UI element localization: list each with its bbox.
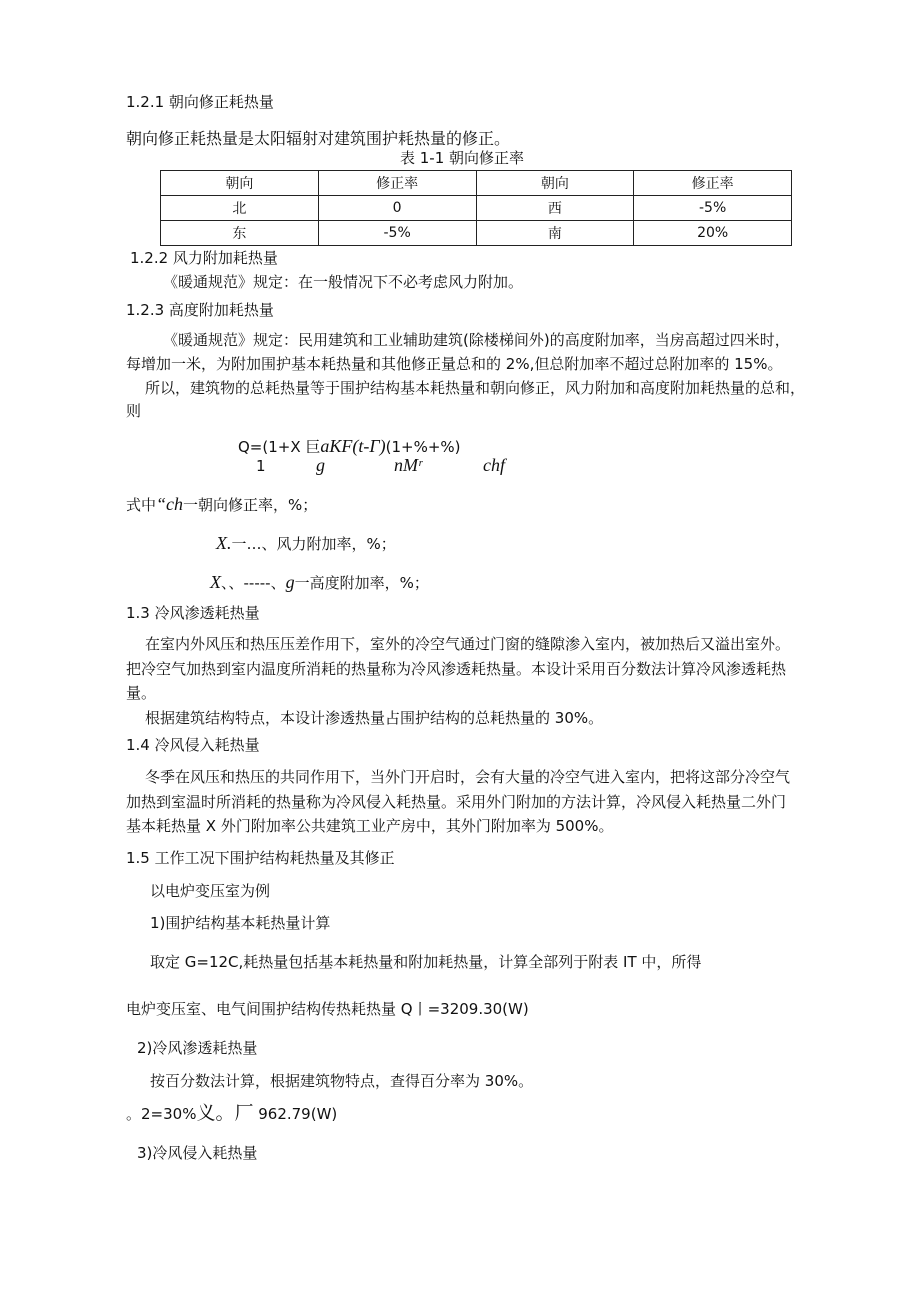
item-1-result: 电炉变压室、电气间围护结构传热耗热量 Q丨=3209.30(W) (126, 1000, 529, 1018)
example-label: 以电炉变压室为例 (150, 882, 271, 900)
table-row (161, 196, 792, 221)
table-header-cell: 修正率 (318, 171, 476, 196)
paragraph-height-line-1: 《暖通规范》规定：民用建筑和工业辅助建筑(除楼梯间外)的高度附加率，当房高超过四米时， (163, 331, 790, 349)
table-header-row (161, 171, 792, 196)
paragraph-infiltration-line-3: 量。 (126, 684, 157, 702)
definition-text: 一朝向修正率，%； (183, 496, 318, 514)
calc-part-a: 。2=30% (126, 1105, 197, 1123)
paragraph-intrusion-line-1: 冬季在风压和热压的共同作用下，当外门开启时，会有大量的冷空气进入室内，把将这部分冷空气 (145, 768, 791, 786)
paragraph-infiltration-line-2: 把冷空气加热到室内温度所消耗的热量称为冷风渗透耗热量。本设计采用百分数法计算冷风渗透耗热 (126, 660, 787, 678)
table-header-cell: 修正率 (634, 171, 792, 196)
table-cell: -5% (318, 221, 476, 246)
item-2-heading: 2)冷风渗透耗热量 (137, 1039, 258, 1057)
paragraph-total-line-2: 则 (126, 402, 142, 420)
table-cell: 东 (161, 221, 319, 246)
item-2-calculation (126, 1103, 337, 1124)
definition-symbol: X (210, 572, 221, 592)
formula-sub-nm: nMʳ (394, 455, 422, 475)
item-1-heading: 1)围护结构基本耗热量计算 (150, 914, 331, 932)
table-cell: -5% (634, 196, 792, 221)
heading-1-2-1: 1.2.1 朝向修正耗热量 (126, 93, 274, 111)
table-cell: 南 (476, 221, 634, 246)
item-3-heading: 3)冷风侵入耗热量 (137, 1144, 258, 1162)
formula-main (238, 436, 461, 457)
calc-part-c: 962.79(W) (253, 1105, 338, 1123)
item-1-text: 取定 G=12C,耗热量包括基本耗热量和附加耗热量，计算全部列于附表 IT 中，所得 (150, 953, 702, 971)
paragraph-intrusion-line-3: 基本耗热量 X 外门附加率公共建筑工业产房中，其外门附加率为 500%。 (126, 817, 614, 835)
table-row (161, 221, 792, 246)
table-caption: 表 1-1 朝向修正率 (400, 149, 525, 167)
heading-1-4: 1.4 冷风侵入耗热量 (126, 736, 260, 754)
paragraph-height-line-2: 每增加一米，为附加围护基本耗热量和其他修正量总和的 2%,但总附加率不超过总附加率的 15%。 (126, 355, 783, 373)
formula-suffix: (1+%+%) (385, 438, 461, 456)
definition-text: 一…、风力附加率，%； (231, 535, 396, 553)
table-cell: 20% (634, 221, 792, 246)
table-cell: 西 (476, 196, 634, 221)
table-header-cell: 朝向 (161, 171, 319, 196)
table-header-cell: 朝向 (476, 171, 634, 196)
formula-sub-g: g (316, 455, 325, 475)
paragraph-wind: 《暖通规范》规定：在一般情况下不必考虑风力附加。 (163, 273, 524, 291)
definition-symbol-g: g (285, 572, 295, 592)
orientation-table (160, 170, 792, 246)
calc-part-b: 义。厂 (196, 1102, 254, 1124)
definition-dashes: 、、-----、 (221, 574, 286, 592)
formula-sub-chf: chf (483, 455, 505, 475)
definition-orientation (126, 494, 317, 515)
heading-1-2-3: 1.2.3 高度附加耗热量 (126, 301, 274, 319)
table-cell: 0 (318, 196, 476, 221)
paragraph-total-line-1: 所以，建筑物的总耗热量等于围护结构基本耗热量和朝向修正，风力附加和高度附加耗热量的总和， (145, 379, 806, 397)
paragraph-intrusion-line-2: 加热到室温时所消耗的热量称为冷风侵入耗热量。采用外门附加的方法计算，冷风侵入耗热量二外门 (126, 793, 787, 811)
definition-prefix: 式中 (126, 496, 157, 514)
heading-1-3: 1.3 冷风渗透耗热量 (126, 604, 260, 622)
heading-1-5: 1.5 工作工况下围护结构耗热量及其修正 (126, 849, 395, 867)
formula-sub-1: 1 (256, 457, 266, 475)
definition-wind (216, 533, 396, 554)
paragraph-orientation: 朝向修正耗热量是太阳辐射对建筑围护耗热量的修正。 (126, 129, 511, 148)
heading-1-2-2: 1.2.2 风力附加耗热量 (130, 249, 278, 267)
formula-italic: aKF(t-Γ) (320, 436, 386, 456)
definition-symbol: X. (216, 533, 232, 553)
definition-text: 一高度附加率，%； (294, 574, 429, 592)
formula-prefix: Q=(1+X 巨 (238, 438, 321, 456)
item-2-text: 按百分数法计算，根据建筑物特点，查得百分率为 30%。 (150, 1072, 534, 1090)
definition-symbol: “ch (156, 494, 184, 514)
definition-height (210, 572, 429, 593)
paragraph-infiltration-ratio: 根据建筑结构特点，本设计渗透热量占围护结构的总耗热量的 30%。 (145, 709, 604, 727)
table-cell: 北 (161, 196, 319, 221)
paragraph-infiltration-line-1: 在室内外风压和热压压差作用下，室外的冷空气通过门窗的缝隙渗入室内，被加热后又溢出室外。 (145, 635, 791, 653)
